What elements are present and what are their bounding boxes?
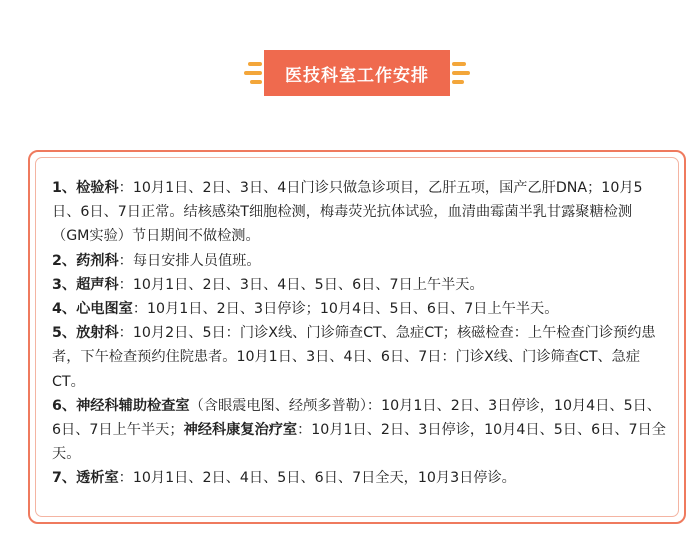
item-number: 4、	[52, 301, 77, 318]
schedule-item-radiology	[52, 321, 668, 394]
schedule-item-pharmacy	[52, 249, 668, 273]
page-title: 医技科室工作安排	[264, 50, 450, 96]
item-text-2: ：10月1日、2日、3日停诊，10月4日、5日、6日、7日全天。	[52, 422, 666, 463]
item-number: 7、	[52, 470, 77, 487]
item-number: 6、	[52, 397, 77, 414]
left-deco-line-3	[250, 80, 262, 84]
item-text: ：10月1日、2日、3日停诊；10月4日、5日、6日、7日上午半天。	[132, 301, 559, 318]
item-text: （含眼震电图、经颅多普勒）：10月1日、2日、3日停诊，10月4日、5日、6日、7日上午半天；	[52, 397, 661, 439]
dept-name-2: 神经科康复治疗室	[183, 422, 298, 439]
dept-name: 神经科辅助检查室	[76, 397, 190, 414]
dept-name: 放射科	[76, 325, 119, 342]
dept-name: 透析室	[76, 470, 119, 487]
title-banner	[0, 50, 700, 96]
item-number: 5、	[52, 325, 77, 342]
item-text: ：10月2日、5日：门诊X线、门诊筛查CT、急症CT；核磁检查：上午检查门诊预约患者，下午检查预约住院患者。10月1日、3日、4日、6日、7日：门诊X线、门诊筛查CT、急症CT。	[52, 325, 656, 390]
dept-name: 药剂科	[76, 252, 119, 269]
dept-name: 超声科	[76, 276, 119, 293]
item-text: ：每日安排人员值班。	[118, 252, 261, 269]
item-text: ：10月1日、2日、4日、5日、6日、7日全天，10月3日停诊。	[118, 470, 516, 487]
item-number: 3、	[52, 276, 77, 293]
schedule-item-ultrasound	[52, 273, 668, 297]
schedule-card	[28, 150, 686, 524]
dept-name: 检验科	[76, 180, 119, 196]
right-deco-line-2	[452, 71, 470, 75]
schedule-list	[52, 176, 668, 491]
right-deco-line-3	[452, 80, 464, 84]
left-deco-line-2	[244, 71, 262, 75]
item-number: 2、	[52, 252, 77, 269]
schedule-item-lab	[52, 176, 668, 249]
schedule-item-neurology	[52, 394, 668, 467]
item-text: ：10月1日、2日、3日、4日门诊只做急诊项目，乙肝五项，国产乙肝DNA；10月5日、6日、7日正常。结核感染T细胞检测，梅毒荧光抗体试验，血清曲霉菌半乳甘露聚糖检测（GM实验）节日期间不做检测。	[52, 180, 643, 245]
left-deco-line-1	[248, 62, 262, 66]
right-deco-line-1	[452, 62, 466, 66]
dept-name: 心电图室	[76, 301, 133, 318]
schedule-item-ecg	[52, 297, 668, 321]
schedule-item-dialysis	[52, 466, 668, 490]
item-text: ：10月1日、2日、3日、4日、5日、6日、7日上午半天。	[118, 276, 484, 293]
item-number: 1、	[52, 180, 77, 196]
